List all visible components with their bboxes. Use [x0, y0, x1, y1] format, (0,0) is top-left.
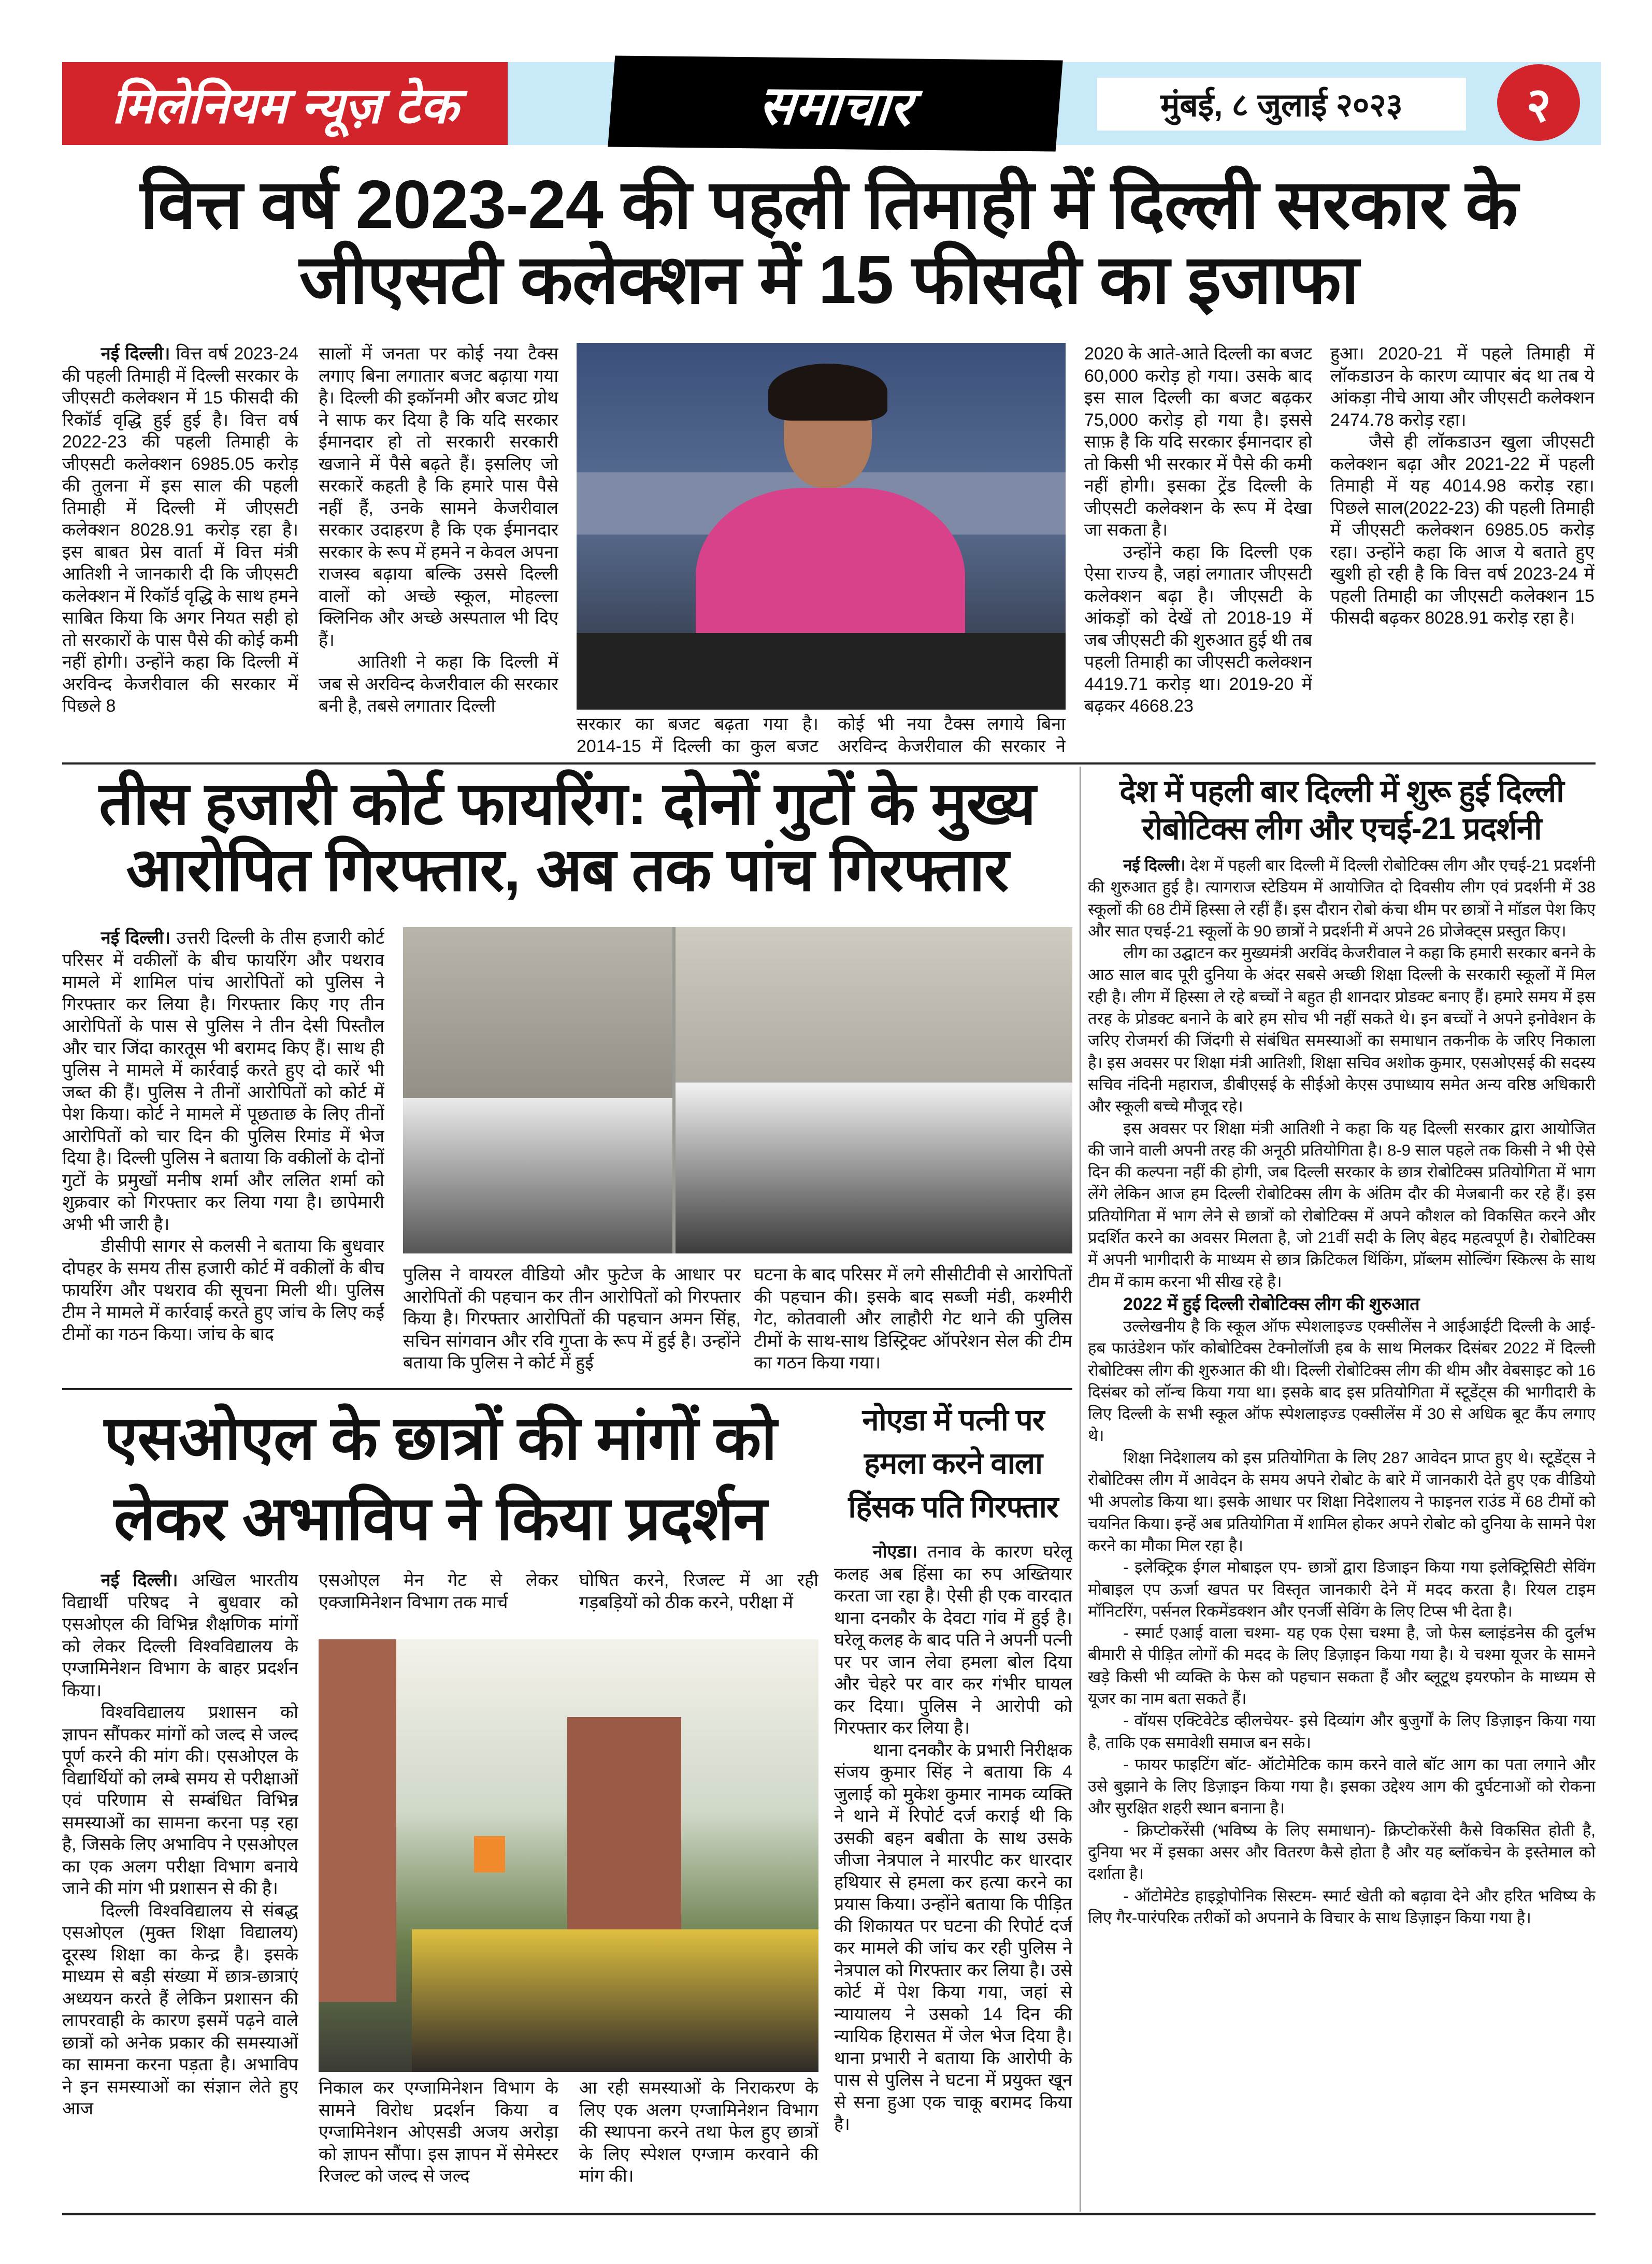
paragraph	[834, 1541, 1072, 1739]
dateline: नई दिल्ली।	[100, 344, 176, 364]
paragraph	[62, 1235, 384, 1346]
paragraph	[1084, 343, 1312, 541]
paragraph	[577, 713, 818, 758]
paragraph-text: - फायर फाइटिंग बॉट- ऑटोमेटिक काम करने वाले बॉट आग का पता लगाने और उसे बुझाने के लिए डिज़ाइन किया गया है। इसका उद्देश्य आग की दुर्घटनाओं को रोकना और सुरक्षित शहरी स्थान बनाना है।	[1088, 1755, 1596, 1818]
sol-column-1	[62, 1569, 298, 2209]
paragraph	[403, 1264, 741, 1374]
paragraph	[1088, 1754, 1596, 1820]
court-headline	[57, 771, 1078, 903]
sol-column-3	[579, 1569, 818, 1616]
paragraph	[579, 1569, 818, 1613]
paragraph	[838, 713, 1066, 758]
paragraph-text: घोषित करने, रिजल्ट में आ रही गड़बड़ियों को ठीक करने, परीक्षा में	[579, 1570, 818, 1612]
paragraph	[319, 651, 558, 717]
headline-line: हिंसक पति गिरफ्तार	[848, 1490, 1058, 1524]
dateline: नई दिल्ली।	[100, 928, 177, 948]
robotics-headline	[1085, 773, 1598, 847]
dateline: नई दिल्ली।	[1123, 856, 1190, 874]
headline-line: एसओएल के छात्रों की मांगों को	[104, 1404, 777, 1473]
headline-line: नोएडा में पत्नी पर	[862, 1403, 1044, 1437]
paragraph	[1088, 1316, 1596, 1447]
lawyers-crowd-2	[676, 1083, 1072, 1253]
gst-headline	[52, 167, 1606, 317]
section-label: समाचार	[756, 75, 914, 137]
paragraph-text: - ऑटोमेटेड हाइड्रोपोनिक सिस्टम- स्मार्ट खेती को बढ़ावा देने और हरित भविष्य के लिए गैर-पारंपरिक तरीकों को अपनाने के विचार के साथ डिज़ाइन किया गया है।	[1088, 1886, 1596, 1927]
paragraph-text: कोई भी नया टैक्स लगाये बिना अरविन्द केजरीवाल की सरकार ने	[838, 714, 1066, 756]
paragraph	[62, 927, 384, 1235]
paragraph-text: - स्मार्ट एआई वाला चश्मा- यह एक ऐसा चश्मा है, जो फेस ब्लाइंडनेस की दुर्लभ बीमारी से पीड़ित लोगों की मदद के लिए डिज़ाइन किया गया है। ये चश्मा यूजर के सामने खड़े किसी भी व्यक्ति के फेस को पहचान सकता हैं और ब्लूटूथ इयरफोन के माध्यम से यूजर का नाम बता सकते हैं।	[1088, 1624, 1596, 1708]
court-column-3	[754, 1264, 1072, 1375]
noida-column-1	[834, 1541, 1072, 2209]
headline-line: लेकर अभाविप ने किया प्रदर्शन	[113, 1484, 767, 1553]
court-column-1	[62, 927, 384, 1373]
section-label-box	[608, 55, 1062, 151]
paragraph-text: देश में पहली बार दिल्ली में दिल्ली रोबोटिक्स लीग और एचई-21 प्रदर्शनी की शुरुआत हुई है। त्यागराज स्टेडियम में आयोजित दो दिवसीय लीग एवं प्रदर्शनी में 38 स्कूलों की 68 टीमें हिस्सा ले रहीं हैं। इस दौरान रोबो कंचा थीम पर छात्रों ने मॉडल पेश किए और सात एचई-21 स्कूलों के 90 छात्रों ने प्रदर्शनी में अपने 26 प्रोजेक्ट्स प्रस्तुत किए।	[1088, 856, 1596, 940]
paragraph-text: उन्होंने कहा कि दिल्ली एक ऐसा राज्य है, जहां लगातार जीएसटी कलेक्शन बढ़ा है। जीएसटी के आंकड़ों को देखें तो 2018-19 में जब जीएसटी की शुरुआत हुई थी तब पहली तिमाही का जीएसटी कलेक्शन 4419.71 करोड़ था। 2019-20 में बढ़कर 4668.23	[1084, 542, 1312, 716]
protest-photo	[319, 1639, 818, 2072]
gst-column-2	[319, 343, 558, 757]
paragraph-text: शिक्षा निदेशालय को इस प्रतियोगिता के लिए 287 आवेदन प्राप्त हुए थे। स्टूडेंट्स ने रोबोटिक्स लीग में आवेदन के समय अपने रोबोट के बारे में जानकारी देते हुए एक वीडियो भी अपलोड किया था। इसके आधार पर शिक्षा निदेशालय ने फाइनल राउंड में 68 टीमों को चयनित किया। इन्हें अब प्रतियोगिता में शामिल होकर अपने रोबोट को दुनिया के सामने पेश करने का मौका मिल रहा है।	[1088, 1448, 1596, 1554]
paragraph	[319, 1569, 558, 1613]
paragraph-text: जैसे ही लॉकडाउन खुला जीएसटी कलेक्शन बढ़ा और 2021-22 में पहली तिमाही में यह 4014.98 करोड़ रहा। पिछले साल(2022-23) की पहली तिमाही में जीएसटी कलेक्शन 6985.05 करोड़ रहा। उन्होंने कहा कि आज ये बताते हुए खुशी हो रही है कि वित्त वर्ष 2023-24 में पहली तिमाही का जीएसटी कलेक्शन 15 फीसदी बढ़कर 8028.91 करोड़ रहा है।	[1330, 432, 1594, 628]
divider	[62, 762, 1596, 765]
paragraph-text: पुलिस ने वायरल वीडियो और फुटेज के आधार पर आरोपितों की पहचान कर तीन आरोपितों को गिरफ्तार किया है। गिरफ्तार आरोपितों की पहचान अमन सिंह, सचिन सांगवान और रवि गुप्ता के रूप में हुई है। उन्होंने बताया कि पुलिस ने कोर्ट में हुई	[403, 1265, 741, 1373]
speaker-hair	[768, 364, 887, 421]
paragraph	[1088, 1556, 1596, 1622]
paragraph-text: वित्त वर्ष 2023-24 की पहली तिमाही में दिल्ली सरकार के जीएसटी कलेक्शन में 15 फीसदी की रिकॉर्ड वृद्धि हुई हुई है। वित्त वर्ष 2022-23 की पहली तिमाही के जीएसटी कलेक्शन 6985.05 करोड़ की तुलना में इस साल की पहली तिमाही में दिल्ली में जीएसटी कलेक्शन 8028.91 करोड़ रहा है। इस बाबत प्रेस वार्ता में वित्त मंत्री आतिशी ने जानकारी दी कि जीएसटी कलेक्शन में रिकॉर्ड वृद्धि के साथ हमने साबित किया कि अगर नियत सही हो तो सरकारों के पास पैसे की कोई कमी नहीं होगी। उन्होंने कहा कि दिल्ली में अरविन्द केजरीवाल की सरकार में पिछले 8	[62, 344, 298, 716]
dateline: नोएडा।	[872, 1542, 928, 1562]
paragraph	[319, 343, 558, 651]
paragraph-text: लीग का उद्घाटन कर मुख्यमंत्री अरविंद केजरीवाल ने कहा कि हमारी सरकार बनने के आठ साल बाद पूरी दुनिया के अंदर सबसे अच्छी शिक्षा दिल्ली के सरकारी स्कूलों में मिल रही है। लीग में हिस्सा ले रहे बच्चों ने बहुत ही शानदार प्रोडक्ट बनाए हैं। हमारे समय में इस तरह के प्रोडक्ट बनाने के बारे हम सोच भी नहीं सकते थे। इन बच्चों ने अपने इनोवेशन के जरिए रोजमर्रा की जिंदगी से संबंधित समस्याओं का समाधान तकनीक के जरिए निकाला है। इस अवसर पर शिक्षा मंत्री आतिशी, शिक्षा सचिव अशोक कुमार, एसओएसई की सदस्य सचिव नंदिनी महाराज, डीबीएसई के सीईओ केएस उपाध्याय समेत अन्य वरिष्ठ अधिकारी और स्कूली बच्चे मौजूद रहे।	[1088, 944, 1596, 1116]
paragraph-text: थाना दनकौर के प्रभारी निरीक्षक संजय कुमार सिंह ने बताया कि 4 जुलाई को मुकेश कुमार नामक व्यक्ति ने थाने में रिपोर्ट दर्ज कराई थी कि उसकी बहन बबीता के साथ उसके जीजा नेत्रपाल ने मारपीट कर धारदार हथियार से हमला कर हत्या करने का प्रयास किया। उन्होंने बताया कि पीड़ित की शिकायत पर घटना की रिपोर्ट दर्ज कर मामले की जांच कर रही पुलिस ने नेत्रपाल को गिरफ्तार कर लिया है। उसे कोर्ट में पेश किया गया, जहां से न्यायालय ने उसको 14 दिन की न्यायिक हिरासत में जेल भेज दिया है। थाना प्रभारी ने बताया कि आरोपी के पास से पुलिस ने घटना में प्रयुक्त खून से सना हुआ एक चाकू बरामद किया है।	[834, 1740, 1072, 2134]
paragraph-text: विश्वविद्यालय प्रशासन को ज्ञापन सौंपकर मांगों को जल्द से जल्द पूर्ण करने की मांग की। एसओएल के विद्यार्थियों को लम्बे समय से परीक्षाओं एवं परिणाम से सम्बंधित विभिन्न समस्याओं का सामना करना पड़ रहा है, जिसके लिए अभाविप ने एसओएल का एक अलग परीक्षा विभाग बनाये जाने की मांग भी प्रशासन से की है।	[62, 1703, 298, 1898]
paragraph-text: तनाव के कारण घरेलू कलह अब हिंसा का रुप अख्तियार करता जा रहा है। ऐसी ही एक वारदात थाना दनकौर के देवटा गांव में हुई है। घरेलू कलह के बाद पति ने अपनी पत्नी पर पर जान लेवा हमला बोल दिया और चेहरे पर वार कर गंभीर घायल कर दिया। पुलिस ने आरोपी को गिरफ्तार कर लिया है।	[834, 1542, 1072, 1738]
paragraph	[1088, 1447, 1596, 1556]
paragraph	[1084, 541, 1312, 717]
paragraph	[62, 1900, 298, 2120]
bottom-rule	[62, 2213, 1596, 2215]
microphones-table	[577, 633, 1066, 710]
dateline: नई दिल्ली।	[100, 1570, 192, 1590]
paragraph-text: अखिल भारतीय विद्यार्थी परिषद ने बुधवार को एसओएल की विभिन्न शैक्षणिक मांगों को लेकर दिल्ली विश्वविद्यालय के एग्जामिनेशन विभाग के बाहर प्रदर्शन किया।	[62, 1570, 298, 1700]
newspaper-logo	[62, 62, 508, 145]
subheading: 2022 में हुई दिल्ली रोबोटिक्स लीग की शुरुआत	[1123, 1294, 1420, 1314]
sol-headline	[57, 1398, 824, 1559]
paragraph-text: उल्लेखनीय है कि स्कूल ऑफ स्पेशलाइज्ड एक्सीलेंस ने आईआईटी दिल्ली के आई-हब फाउंडेशन फॉर कोबोटिक्स टेक्नोलॉजी हब के साथ मिलकर दिसंबर 2022 में दिल्ली रोबोटिक्स लीग की शुरुआत की थी। दिल्ली रोबोटिक्स लीग की थीम और वेबसाइट को 16 दिसंबर को लॉन्च किया गया था। इसके बाद इस प्रतियोगिता में स्टूडेंट्स की भागीदारी के लिए दिल्ली के सभी स्कूल ऑफ स्पेशलाइज्ड एक्सीलेंस में 30 से अधिक बूट कैंप लगाए थे।	[1088, 1317, 1596, 1445]
sol-column-5	[579, 2077, 818, 2209]
lawyers-crowd-1	[403, 1098, 672, 1253]
paragraph	[579, 2077, 818, 2187]
paragraph	[62, 343, 298, 717]
paragraph	[62, 1569, 298, 1701]
court-column-2	[403, 1264, 741, 1375]
brand-name: मिलेनियम न्यूज़ टेक	[111, 78, 458, 134]
gst-column-1	[62, 343, 298, 757]
gst-column-4	[838, 713, 1066, 758]
paragraph-text: - वॉयस एक्टिवेटेड व्हीलचेयर- इसे दिव्यांग और बुजुर्गों के लिए डिज़ाइन किया गया है, ताकि एक समावेशी समाज बन सके।	[1088, 1711, 1596, 1752]
paragraph	[1088, 1885, 1596, 1929]
headline-line: आरोपित गिरफ्तार, अब तक पांच गिरफ्तार	[126, 835, 1009, 903]
paragraph-text: एसओएल मेन गेट से लेकर एक्जामिनेशन विभाग तक मार्च	[319, 1570, 558, 1612]
court-photo-collage	[403, 927, 1072, 1253]
paragraph-text: दिल्ली विश्वविद्यालय से संबद्ध एसओएल (मुक्त शिक्षा विद्यालय) दूरस्थ शिक्षा का केन्द्र है। इसके माध्यम से बड़ी संख्या में छात्र-छात्राएं अध्ययन करते हैं लेकिन प्रशासन की लापरवाही के कारण इसमें पढ़ने वाले छात्रों को अनेक प्रकार की समस्याओं का सामना करना पड़ता है। अभाविप ने इन समस्याओं का संज्ञान लेते हुए आज	[62, 1900, 298, 2118]
headline-line: तीस हजारी कोर्ट फायरिंग: दोनों गुटों के मुख्य	[99, 770, 1036, 837]
paragraph-text: उत्तरी दिल्ली के तीस हजारी कोर्ट परिसर में वकीलों के बीच फायरिंग और पथराव मामले में शामिल पांच आरोपितों को पुलिस ने गिरफ्तार कर लिया है। गिरफ्तार किए गए तीन आरोपितों के पास से पुलिस ने तीन देसी पिस्तौल और चार जिंदा कारतूस भी बरामद किए हैं। साथ ही पुलिस ने मामले में कार्रवाई करते हुए दो कारें भी जब्त की हैं। पुलिस ने तीनों आरोपितों को कोर्ट में पेश किया। कोर्ट ने मामले में पूछताछ के लिए तीनों आरोपितों को चार दिन की पुलिस रिमांड में भेज दिया है। दिल्ली पुलिस ने बताया कि वकीलों के दोनों गुटों के प्रमुखों मनीष शर्मा और ललित शर्मा को शुक्रवार को गिरफ्तार कर लिया गया है। छापेमारी अभी भी जारी है।	[62, 928, 384, 1234]
gst-column-5	[1084, 343, 1312, 757]
paragraph	[1088, 942, 1596, 1117]
gate-pillar	[319, 1639, 396, 2002]
page-number-badge: २	[1497, 64, 1580, 141]
paragraph-text: इस अवसर पर शिक्षा मंत्री आतिशी ने कहा कि यह दिल्ली सरकार द्वारा आयोजित की जाने वाली अपनी तरह की अनूठी प्रतियोगिता है। 8-9 साल पहले तक किसी ने भी ऐसे दिन की कल्पना नहीं की होगी, जब दिल्ली सरकार के छात्र रोबोटिक्स प्रतियोगिता में भाग लेंगे लेकिन आज हम दिल्ली रोबोटिक्स लीग के अंतिम दौर की मेजबानी कर रहे हैं। इस प्रतियोगिता में भाग लेने से छात्रों को रोबोटिक्स में अपने कौशल को विकसित करने और प्रदर्शित करने का अवसर मिलता है, जो 21वीं सदी के लिए बेहद महत्वपूर्ण है। रोबोटिक्स में अपनी भागीदारी के माध्यम से छात्र क्रिटिकल थिंकिंग, प्रॉब्लम सोल्विंग स्किल्स के साथ टीम में काम करना भी सीख रहे है।	[1088, 1119, 1596, 1291]
headline-line: हमला करने वाला	[864, 1447, 1043, 1480]
paragraph	[1330, 431, 1594, 629]
paragraph	[62, 1701, 298, 1900]
paragraph	[1088, 1710, 1596, 1754]
gate-arch	[567, 1717, 681, 1935]
paragraph-text: सालों में जनता पर कोई नया टैक्स लगाए बिना लगातार बजट बढ़ाया गया है। दिल्ली की इकॉनमी और बजट ग्रोथ ने साफ कर दिया है कि यदि सरकार ईमानदार हो तो सरकारी सरकारी खजाने में पैसे बढ़ते हैं। इसलिए जो सरकारें कहती है कि हमारे पास पैसे नहीं हैं, उनके सामने केजरीवाल सरकार उदाहरण है कि एक ईमानदार सरकार के रूप में हमने न केवल अपना राजस्व बढ़ाया बल्कि उससे दिल्ली वालों को अच्छे स्कूल, मोहल्ला क्लिनिक और अच्छे अस्पताल भी दिए हैं।	[319, 344, 558, 650]
headline-line: देश में पहली बार दिल्ली में शुरू हुई दिल्ली	[1119, 774, 1564, 809]
paragraph	[1088, 1820, 1596, 1885]
paragraph	[1330, 343, 1594, 431]
paragraph-text: घटना के बाद परिसर में लगे सीसीटीवी से आरोपितों की पहचान की। इसके बाद सब्जी मंडी, कश्मीरी गेट, कोतवाली और लाहौरी गेट थाने की पुलिस टीमों के साथ-साथ डिस्ट्रिक्ट ऑपरेशन सेल की टीम का गठन किया गया।	[754, 1265, 1072, 1373]
column-divider	[1080, 767, 1081, 2212]
headline-line: जीएसटी कलेक्शन में 15 फीसदी का इजाफा	[299, 241, 1359, 318]
paragraph-text: 2020 के आते-आते दिल्ली का बजट 60,000 करोड़ हो गया। उसके बाद इस साल दिल्ली का बजट बढ़कर 75,000 करोड़ हो गया है। इससे साफ़ है कि यदि सरकार ईमानदार हो तो किसी भी सरकार में पैसे की कमी नहीं होगी। इसका ट्रेंड दिल्ली के जीएसटी कलेक्शन के रूप में देखा जा सकता है।	[1084, 344, 1312, 540]
divider	[62, 1388, 1072, 1390]
paragraph-text: - क्रिप्टोकरेंसी (भविष्य के लिए समाधान)- क्रिप्टोकरेंसी कैसे विकसित होती है, दुनिया भर में इसका असर और वितरण कैसे होता है और यह ब्लॉकचेन के इस्तेमाल को दर्शाता है।	[1088, 1821, 1596, 1883]
sol-column-2	[319, 1569, 558, 1616]
sol-column-4	[319, 2077, 558, 2209]
flag	[474, 1836, 505, 1872]
robotics-body	[1088, 855, 1596, 2209]
paragraph-text: आ रही समस्याओं के निराकरण के लिए एक अलग एग्जामिनेशन विभाग की स्थापना करने तथा फेल हुए छात्रों के लिए स्पेशल एग्जाम करवाने की मांग की।	[579, 2078, 818, 2186]
paragraph	[834, 1739, 1072, 2136]
paragraph	[319, 2077, 558, 2187]
protesters-crowd	[412, 1929, 818, 2072]
headline-line: रोबोटिक्स लीग और एचई-21 प्रदर्शनी	[1142, 811, 1542, 846]
paragraph	[1088, 1118, 1596, 1293]
paragraph-text: आतिशी ने कहा कि दिल्ली में जब से अरविन्द केजरीवाल की सरकार बनी है, तबसे लगातार दिल्ली	[319, 652, 558, 716]
paragraph	[754, 1264, 1072, 1374]
gst-column-3	[577, 713, 818, 758]
paragraph-text: निकाल कर एग्जामिनेशन विभाग के सामने विरोध प्रदर्शन किया व एग्जामिनेशन ओएसडी अजय अरोड़ा को ज्ञापन सौंपा। इस ज्ञापन में सेमेस्टर रिजल्ट को जल्द से जल्द	[319, 2078, 558, 2186]
headline-line: वित्त वर्ष 2023-24 की पहली तिमाही में दिल्ली सरकार के	[140, 166, 1518, 242]
paragraph-text: - इलेक्ट्रिक ईगल मोबाइल एप- छात्रों द्वारा डिजाइन किया गया इलेक्ट्रिसिटी सेविंग मोबाइल एप ऊर्जा खपत पर विस्तृत जानकारी देने में मदद करता है। रियल टाइम मॉनिटरिंग, पर्सनल रिकमेंडक्शन और एनर्जी सेविंग के लिए टिप्स भी देता है।	[1088, 1558, 1596, 1620]
press-conference-photo	[577, 343, 1066, 710]
paragraph	[1088, 1622, 1596, 1710]
paragraph-text: सरकार का बजट बढ़ता गया है। 2014-15 में दिल्ली का कुल बजट	[577, 714, 818, 756]
paragraph-text: डीसीपी सागर से कलसी ने बताया कि बुधवार दोपहर के समय तीस हजारी कोर्ट में वकीलों के बीच फायरिंग और पथराव की सूचना मिली थी। पुलिस टीम ने मामले में कार्रवाई करते हुए जांच के लिए कई टीमों का गठन किया। जांच के बाद	[62, 1236, 384, 1344]
paragraph	[1088, 855, 1596, 942]
gst-column-6	[1330, 343, 1594, 757]
noida-headline	[829, 1398, 1078, 1529]
edition-date: मुंबई, ८ जुलाई २०२३	[1097, 78, 1466, 131]
paragraph-text: हुआ। 2020-21 में पहले तिमाही में लॉकडाउन के कारण व्यापार बंद था तब ये आंकड़ा नीचे आया और जीएसटी कलेक्शन 2474.78 करोड़ रहा।	[1330, 344, 1594, 430]
